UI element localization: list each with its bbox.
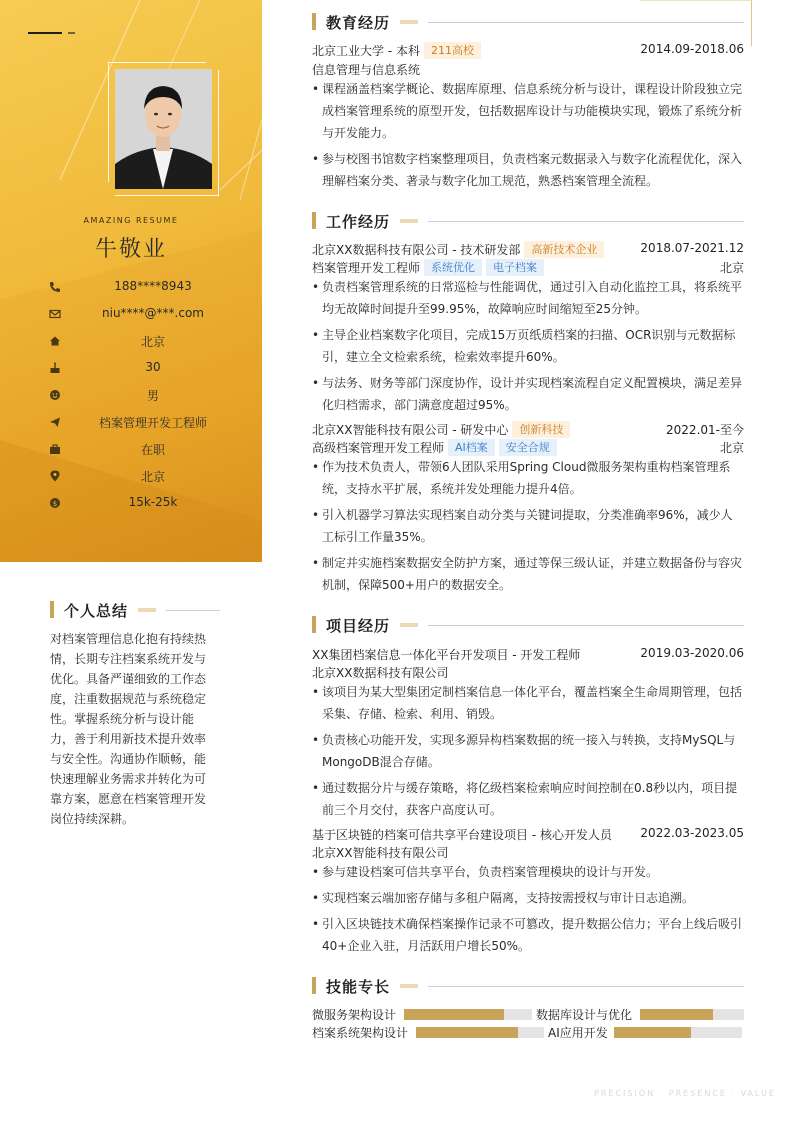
skills-title: 技能专长 <box>326 978 391 996</box>
skill-item <box>548 1025 742 1039</box>
project-company-row <box>312 844 744 862</box>
decor-bar <box>28 32 62 34</box>
skill-track <box>640 1009 744 1020</box>
skill-level-fill <box>404 1009 504 1020</box>
heading-divider <box>428 22 744 23</box>
skill-item <box>536 1007 744 1021</box>
job-city: 北京 <box>719 261 744 275</box>
heading-short-mark <box>400 20 418 24</box>
email-value: niu****@***.com <box>102 306 204 320</box>
resume-tagline: AMAZING RESUME <box>83 216 179 225</box>
age-value: 30 <box>145 360 161 374</box>
job-company-row <box>312 421 744 439</box>
job-role-row <box>312 439 744 457</box>
project-period: 2019.03-2020.06 <box>640 646 744 660</box>
summary-heading <box>50 600 220 620</box>
project-company: 北京XX智能科技有限公司 <box>312 846 449 860</box>
company-tag: 高新技术企业 <box>524 241 604 258</box>
project-name-row <box>312 826 744 844</box>
position-value: 档案管理开发工程师 <box>98 416 207 430</box>
skill-name: 档案系统架构设计 <box>312 1026 409 1040</box>
decor-bar-small <box>68 32 75 34</box>
project-bullet: • 实现档案云端加密存储与多租户隔离，支持按需授权与审计日志追溯。 <box>312 887 744 909</box>
project-bullet: • 该项目为某大型集团定制档案信息一体化平台，覆盖档案全生命周期管理，包括采集、存储、检索、利用、销毁。 <box>312 681 744 725</box>
heading-divider <box>428 986 744 987</box>
heading-divider <box>166 610 220 611</box>
location-icon <box>48 469 62 483</box>
company-tag: 创新科技 <box>512 421 570 438</box>
school-tag: 211高校 <box>424 42 481 59</box>
job-bullet: • 制定并实施档案数据安全防护方案，通过等保三级认证，并建立数据备份与容灾机制，保障500+用户的数据安全。 <box>312 552 744 596</box>
salary-icon <box>48 496 62 510</box>
hometown-value: 北京 <box>140 335 165 349</box>
education-heading <box>312 12 744 32</box>
education-bullet: • 课程涵盖档案学概论、数据库原理、信息系统分析与设计，课程设计阶段独立完成档案管理系统的原型开发，包括数据库设计与功能模块实现，锻炼了系统分析与开发能力。 <box>312 78 744 144</box>
heading-short-mark <box>400 984 418 988</box>
info-position <box>48 413 238 431</box>
info-salary <box>48 494 238 512</box>
job-company: 北京XX智能科技有限公司 - 研发中心 <box>312 423 509 437</box>
education-major-row <box>312 61 744 79</box>
phone-icon <box>48 280 62 294</box>
summary-title: 个人总结 <box>64 602 129 620</box>
job-company-row <box>312 241 744 259</box>
heading-short-mark <box>400 219 418 223</box>
job-tag: 安全合规 <box>499 439 557 456</box>
work-heading <box>312 211 744 231</box>
job-bullet: • 与法务、财务等部门深度协作，设计并实现档案流程自定义配置模块，满足差异化归档需求，部门满意度超过95%。 <box>312 372 744 416</box>
heading-accent-bar <box>312 977 316 994</box>
education-school-row <box>312 42 744 60</box>
job-bullet: • 引入机器学习算法实现档案自动分类与关键词提取，分类准确率96%，减少人工标引工作量35%。 <box>312 504 744 548</box>
info-location <box>48 467 238 485</box>
project-bullet: • 参与建设档案可信共享平台，负责档案管理模块的设计与开发。 <box>312 861 744 883</box>
project-bullet: • 负责核心功能开发，实现多源异构档案数据的统一接入与转换，支持MySQL与MongoDB混合存储。 <box>312 729 744 773</box>
projects-title: 项目经历 <box>326 617 391 635</box>
cake-icon <box>48 361 62 375</box>
job-role: 档案管理开发工程师 <box>312 261 421 275</box>
summary-text: 对档案管理信息化抱有持续热情，长期专注档案系统开发与优化。具备严谨细致的工作态度，注重数据规范与系统稳定性。掌握系统分析与设计能力，善于利用新技术提升效率与安全性。沟通协作顺畅，能快速理解业务需求并转化为可靠方案，愿意在档案管理开发岗位持续深耕。 <box>50 632 207 826</box>
job-role: 高级档案管理开发工程师 <box>312 441 445 455</box>
job-bullet: • 作为技术负责人，带领6人团队采用Spring Cloud微服务架构重构档案管理系统，支持水平扩展，系统并发处理能力提升4倍。 <box>312 456 744 500</box>
school-name: 北京工业大学 - 本科 <box>312 44 420 58</box>
project-company: 北京XX数据科技有限公司 <box>312 666 449 680</box>
education-bullet: • 参与校图书馆数字档案整理项目，负责档案元数据录入与数字化流程优化，深入理解档案分类、著录与数字化加工规范，熟悉档案管理全流程。 <box>312 148 744 192</box>
info-phone <box>48 278 238 296</box>
skill-track <box>404 1009 532 1020</box>
heading-short-mark <box>138 608 156 612</box>
heading-short-mark <box>400 623 418 627</box>
info-gender <box>48 386 238 404</box>
mail-icon <box>48 307 62 321</box>
skill-name: 微服务架构设计 <box>312 1008 397 1022</box>
skills-heading <box>312 976 744 996</box>
project-bullet: • 通过数据分片与缓存策略，将亿级档案检索响应时间控制在0.8秒以内，项目提前三个月交付，获客户高度认可。 <box>312 777 744 821</box>
project-name-row <box>312 646 744 664</box>
avatar <box>115 69 212 189</box>
heading-accent-bar <box>50 601 54 618</box>
job-tag: 电子档案 <box>486 259 544 276</box>
heading-divider <box>428 221 744 222</box>
project-name: 基于区块链的档案可信共享平台建设项目 - 核心开发人员 <box>312 828 612 842</box>
heading-accent-bar <box>312 212 316 229</box>
job-city: 北京 <box>719 441 744 455</box>
info-hometown <box>48 332 238 350</box>
location-value: 北京 <box>140 470 165 484</box>
major-name: 信息管理与信息系统 <box>312 63 421 77</box>
job-bullet: • 负责档案管理系统的日常巡检与性能调优，通过引入自动化监控工具，将系统平均无故障时间提升至99.95%，故障响应时间缩短至25分钟。 <box>312 276 744 320</box>
job-company: 北京XX数据科技有限公司 - 技术研发部 <box>312 243 521 257</box>
send-icon <box>48 415 62 429</box>
heading-accent-bar <box>312 616 316 633</box>
info-email <box>48 305 238 323</box>
salary-value: 15k-25k <box>128 495 178 509</box>
heading-accent-bar <box>312 13 316 30</box>
phone-value: 188****8943 <box>114 279 192 293</box>
project-bullet: • 引入区块链技术确保档案操作记录不可篡改，提升数据公信力；平台上线后吸引40+企业入驻，月活跃用户增长50%。 <box>312 913 744 957</box>
projects-heading <box>312 615 744 635</box>
profile-panel <box>0 0 262 562</box>
job-bullet: • 主导企业档案数字化项目，完成15万页纸质档案的扫描、OCR识别与元数据标引，建立全文检索系统，检索效率提升60%。 <box>312 324 744 368</box>
gender-value: 男 <box>146 389 159 403</box>
project-name: XX集团档案信息一体化平台开发项目 - 开发工程师 <box>312 648 581 662</box>
education-title: 教育经历 <box>326 14 391 32</box>
gender-icon <box>48 388 62 402</box>
project-company-row <box>312 664 744 682</box>
job-tag: 系统优化 <box>424 259 482 276</box>
job-role-row <box>312 259 744 277</box>
work-title: 工作经历 <box>326 213 391 231</box>
info-status <box>48 440 238 458</box>
project-period: 2022.03-2023.05 <box>640 826 744 840</box>
skill-level-fill <box>640 1009 713 1020</box>
home-icon <box>48 334 62 348</box>
skill-track <box>614 1027 742 1038</box>
skill-track <box>416 1027 544 1038</box>
info-age <box>48 359 238 377</box>
footer-motto: PRECISION · PRESENCE · VALUE <box>594 1089 776 1098</box>
skill-name: 数据库设计与优化 <box>536 1008 633 1022</box>
candidate-name: 牛敬业 <box>94 237 167 262</box>
skill-name: AI应用开发 <box>548 1026 608 1040</box>
status-value: 在职 <box>140 443 165 457</box>
heading-divider <box>428 625 744 626</box>
job-period: 2022.01-至今 <box>666 423 744 437</box>
education-period: 2014.09-2018.06 <box>640 42 744 56</box>
skill-item <box>312 1025 544 1039</box>
briefcase-icon <box>48 442 62 456</box>
skill-level-fill <box>614 1027 691 1038</box>
job-tag: AI档案 <box>448 439 495 456</box>
skill-level-fill <box>416 1027 518 1038</box>
job-period: 2018.07-2021.12 <box>640 241 744 255</box>
skill-item <box>312 1007 532 1021</box>
svg-text:$: $ <box>52 499 58 508</box>
